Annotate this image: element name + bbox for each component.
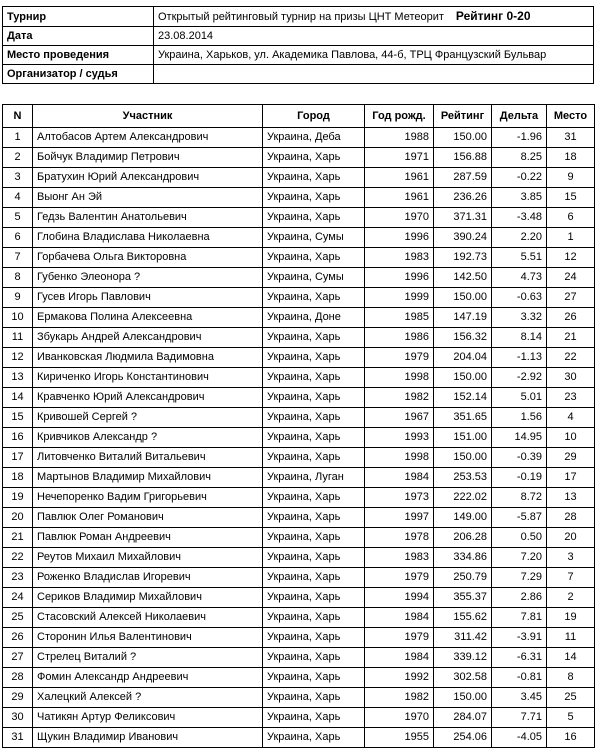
row-number: 25 [3,608,33,628]
participant-name: Алтобасов Артем Александрович [33,128,263,148]
participant-name: Губенко Элеонора ? [33,268,263,288]
place: 13 [547,488,595,508]
row-number: 29 [3,688,33,708]
city: Украина, Доне [263,308,365,328]
delta: 5.01 [492,388,547,408]
participant-name: Кириченко Игорь Константинович [33,368,263,388]
rating: 254.06 [434,728,492,748]
place: 27 [547,288,595,308]
delta: -0.19 [492,468,547,488]
city: Украина, Харь [263,608,365,628]
row-number: 16 [3,428,33,448]
city: Украина, Харь [263,488,365,508]
birth-year: 1984 [365,608,434,628]
participant-name: Роженко Владислав Игоревич [33,568,263,588]
participant-name: Павлюк Роман Андреевич [33,528,263,548]
birth-year: 1979 [365,348,434,368]
birth-year: 1973 [365,488,434,508]
col-header-place: Место [547,105,595,128]
table-row [3,568,595,588]
tournament-info-table [2,6,594,84]
birth-year: 1997 [365,508,434,528]
tournament-row [3,7,594,27]
table-row [3,608,595,628]
birth-year: 1971 [365,148,434,168]
results-body [3,128,595,748]
delta: 3.32 [492,308,547,328]
delta: 14.95 [492,428,547,448]
city: Украина, Харь [263,348,365,368]
delta: -6.31 [492,648,547,668]
birth-year: 1999 [365,288,434,308]
table-row [3,268,595,288]
delta: 8.25 [492,148,547,168]
participant-name: Гедзь Валентин Анатольевич [33,208,263,228]
table-row [3,588,595,608]
place: 16 [547,728,595,748]
participant-name: Нечепоренко Вадим Григорьевич [33,488,263,508]
delta: 3.85 [492,188,547,208]
row-number: 9 [3,288,33,308]
col-header-rating: Рейтинг [434,105,492,128]
delta: 0.50 [492,528,547,548]
birth-year: 1984 [365,468,434,488]
delta: 4.73 [492,268,547,288]
row-number: 26 [3,628,33,648]
row-number: 21 [3,528,33,548]
place: 12 [547,248,595,268]
place: 28 [547,508,595,528]
birth-year: 1970 [365,208,434,228]
row-number: 4 [3,188,33,208]
birth-year: 1967 [365,408,434,428]
table-row [3,708,595,728]
birth-year: 1985 [365,308,434,328]
col-header-delta: Дельта [492,105,547,128]
delta: -1.13 [492,348,547,368]
city: Украина, Харь [263,708,365,728]
table-row [3,228,595,248]
row-number: 5 [3,208,33,228]
delta: 7.71 [492,708,547,728]
rating: 250.79 [434,568,492,588]
participant-name: Литовченко Виталий Витальевич [33,448,263,468]
birth-year: 1992 [365,668,434,688]
rating: 156.88 [434,148,492,168]
place: 30 [547,368,595,388]
birth-year: 1979 [365,628,434,648]
place: 11 [547,628,595,648]
birth-year: 1961 [365,188,434,208]
city: Украина, Харь [263,288,365,308]
participant-name: Сериков Владимир Михайлович [33,588,263,608]
participant-name: Иванковская Людмила Вадимовна [33,348,263,368]
city: Украина, Харь [263,668,365,688]
table-row [3,208,595,228]
delta: -5.87 [492,508,547,528]
row-number: 22 [3,548,33,568]
city: Украина, Харь [263,528,365,548]
row-number: 30 [3,708,33,728]
table-row [3,188,595,208]
city: Украина, Сумы [263,268,365,288]
birth-year: 1982 [365,388,434,408]
venue-row [3,46,594,65]
city: Украина, Харь [263,588,365,608]
venue-value: Украина, Харьков, ул. Академика Павлова, 44-б, ТРЦ Французский Бульвар [154,46,594,65]
delta: -0.63 [492,288,547,308]
row-number: 7 [3,248,33,268]
row-number: 13 [3,368,33,388]
city: Украина, Харь [263,628,365,648]
row-number: 18 [3,468,33,488]
delta: 1.56 [492,408,547,428]
row-number: 17 [3,448,33,468]
place: 2 [547,588,595,608]
row-number: 8 [3,268,33,288]
table-row [3,488,595,508]
participant-name: Кравченко Юрий Александрович [33,388,263,408]
row-number: 31 [3,728,33,748]
city: Украина, Харь [263,728,365,748]
rating: 334.86 [434,548,492,568]
rating: 204.04 [434,348,492,368]
delta: 2.20 [492,228,547,248]
rating: 156.32 [434,328,492,348]
rating: 355.37 [434,588,492,608]
participant-name: Сторонин Илья Валентинович [33,628,263,648]
rating: 150.00 [434,448,492,468]
rating: 284.07 [434,708,492,728]
delta: 7.29 [492,568,547,588]
participant-name: Глобина Владислава Николаевна [33,228,263,248]
rating: 236.26 [434,188,492,208]
city: Украина, Харь [263,448,365,468]
place: 3 [547,548,595,568]
place: 29 [547,448,595,468]
place: 31 [547,128,595,148]
birth-year: 1970 [365,708,434,728]
delta: 3.45 [492,688,547,708]
delta: 5.51 [492,248,547,268]
results-header-row [3,105,595,128]
rating: 206.28 [434,528,492,548]
place: 22 [547,348,595,368]
birth-year: 1996 [365,228,434,248]
city: Украина, Харь [263,388,365,408]
organizer-row [3,65,594,84]
table-row [3,348,595,368]
birth-year: 1998 [365,368,434,388]
delta: -2.92 [492,368,547,388]
delta: -0.22 [492,168,547,188]
row-number: 1 [3,128,33,148]
row-number: 14 [3,388,33,408]
row-number: 6 [3,228,33,248]
table-row [3,248,595,268]
rating: 351.65 [434,408,492,428]
row-number: 23 [3,568,33,588]
birth-year: 1982 [365,688,434,708]
row-number: 27 [3,648,33,668]
birth-year: 1986 [365,328,434,348]
table-row [3,508,595,528]
date-label: Дата [3,27,154,46]
place: 19 [547,608,595,628]
place: 15 [547,188,595,208]
row-number: 24 [3,588,33,608]
organizer-value [154,65,594,84]
table-row [3,528,595,548]
place: 4 [547,408,595,428]
participant-name: Фомин Александр Андреевич [33,668,263,688]
place: 14 [547,648,595,668]
table-row [3,428,595,448]
place: 25 [547,688,595,708]
place: 20 [547,528,595,548]
rating: 150.00 [434,688,492,708]
row-number: 20 [3,508,33,528]
rating: 192.73 [434,248,492,268]
table-row [3,688,595,708]
participant-name: Гусев Игорь Павлович [33,288,263,308]
table-row [3,288,595,308]
city: Украина, Харь [263,248,365,268]
birth-year: 1996 [365,268,434,288]
rating: 152.14 [434,388,492,408]
rating: 151.00 [434,428,492,448]
participant-name: Чатикян Артур Феликсович [33,708,263,728]
table-row [3,648,595,668]
city: Украина, Луган [263,468,365,488]
delta: -1.96 [492,128,547,148]
city: Украина, Деба [263,128,365,148]
place: 26 [547,308,595,328]
birth-year: 1984 [365,648,434,668]
participant-name: Халецкий Алексей ? [33,688,263,708]
rating: 371.31 [434,208,492,228]
table-row [3,128,595,148]
city: Украина, Харь [263,208,365,228]
place: 6 [547,208,595,228]
organizer-label: Организатор / судья [3,65,154,84]
place: 10 [547,428,595,448]
col-header-city: Город [263,105,365,128]
delta: -4.05 [492,728,547,748]
place: 8 [547,668,595,688]
row-number: 19 [3,488,33,508]
table-row [3,468,595,488]
participant-name: Кривчиков Александр ? [33,428,263,448]
birth-year: 1993 [365,428,434,448]
rating: 339.12 [434,648,492,668]
city: Украина, Харь [263,408,365,428]
col-header-participant: Участник [33,105,263,128]
col-header-birth-year: Год рожд. [365,105,434,128]
participant-name: Стрелец Виталий ? [33,648,263,668]
birth-year: 1983 [365,548,434,568]
place: 7 [547,568,595,588]
birth-year: 1978 [365,528,434,548]
row-number: 10 [3,308,33,328]
participant-name: Стасовский Алексей Николаевич [33,608,263,628]
venue-label: Место проведения [3,46,154,65]
city: Украина, Харь [263,368,365,388]
rating: 287.59 [434,168,492,188]
row-number: 3 [3,168,33,188]
row-number: 2 [3,148,33,168]
city: Украина, Харь [263,688,365,708]
rating-range-label: Рейтинг 0-20 [455,9,531,23]
delta: 7.81 [492,608,547,628]
delta: -0.81 [492,668,547,688]
row-number: 15 [3,408,33,428]
delta: 2.86 [492,588,547,608]
delta: -0.39 [492,448,547,468]
table-row [3,668,595,688]
table-row [3,728,595,748]
place: 21 [547,328,595,348]
place: 1 [547,228,595,248]
rating: 150.00 [434,128,492,148]
participant-name: Братухин Юрий Александрович [33,168,263,188]
table-row [3,328,595,348]
birth-year: 1979 [365,568,434,588]
delta: 7.20 [492,548,547,568]
rating: 150.00 [434,368,492,388]
city: Украина, Сумы [263,228,365,248]
rating: 149.00 [434,508,492,528]
rating: 142.50 [434,268,492,288]
table-row [3,368,595,388]
city: Украина, Харь [263,188,365,208]
row-number: 11 [3,328,33,348]
delta: 8.72 [492,488,547,508]
tournament-name: Открытый рейтинговый турнир на призы ЦНТ Метеорит [158,11,444,23]
participant-name: Павлюк Олег Романович [33,508,263,528]
participant-name: Щукин Владимир Иванович [33,728,263,748]
place: 5 [547,708,595,728]
table-row [3,448,595,468]
birth-year: 1988 [365,128,434,148]
participant-name: Бойчук Владимир Петрович [33,148,263,168]
birth-year: 1994 [365,588,434,608]
city: Украина, Харь [263,168,365,188]
place: 9 [547,168,595,188]
table-row [3,628,595,648]
table-row [3,388,595,408]
date-row [3,27,594,46]
results-table [2,104,595,748]
row-number: 28 [3,668,33,688]
city: Украина, Харь [263,548,365,568]
participant-name: Выонг Ан Эй [33,188,263,208]
rating: 150.00 [434,288,492,308]
delta: -3.48 [492,208,547,228]
participant-name: Горбачева Ольга Викторовна [33,248,263,268]
city: Украина, Харь [263,328,365,348]
col-header-n: N [3,105,33,128]
rating: 155.62 [434,608,492,628]
place: 23 [547,388,595,408]
rating: 253.53 [434,468,492,488]
date-value: 23.08.2014 [154,27,594,46]
tournament-value-cell [154,7,594,27]
birth-year: 1998 [365,448,434,468]
place: 24 [547,268,595,288]
tournament-label: Турнир [3,7,154,27]
table-row [3,408,595,428]
table-row [3,148,595,168]
place: 18 [547,148,595,168]
delta: -3.91 [492,628,547,648]
participant-name: Мартынов Владимир Михайлович [33,468,263,488]
participant-name: Ермакова Полина Алексеевна [33,308,263,328]
row-number: 12 [3,348,33,368]
city: Украина, Харь [263,648,365,668]
participant-name: Збукарь Андрей Александрович [33,328,263,348]
delta: 8.14 [492,328,547,348]
table-row [3,548,595,568]
city: Украина, Харь [263,568,365,588]
participant-name: Кривошей Сергей ? [33,408,263,428]
table-row [3,308,595,328]
city: Украина, Харь [263,508,365,528]
rating: 302.58 [434,668,492,688]
rating: 147.19 [434,308,492,328]
table-row [3,168,595,188]
birth-year: 1983 [365,248,434,268]
city: Украина, Харь [263,428,365,448]
birth-year: 1961 [365,168,434,188]
rating: 222.02 [434,488,492,508]
participant-name: Реутов Михаил Михайлович [33,548,263,568]
city: Украина, Харь [263,148,365,168]
birth-year: 1955 [365,728,434,748]
rating: 390.24 [434,228,492,248]
place: 17 [547,468,595,488]
rating: 311.42 [434,628,492,648]
